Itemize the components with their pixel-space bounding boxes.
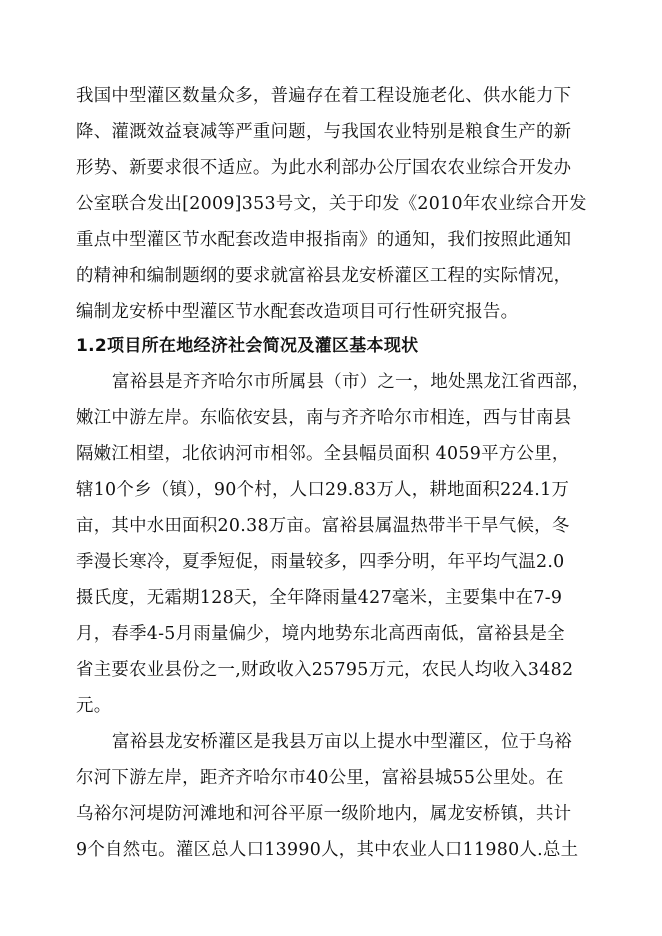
paragraph-line: 编制龙安桥中型灌区节水配套改造项目可行性研究报告。: [76, 302, 519, 322]
paragraph-line: 乌裕尔河堤防河滩地和河谷平原一级阶地内，属龙安桥镇，共计: [76, 804, 572, 824]
paragraph-line: 亩，其中水田面积20.38万亩。富裕县属温热带半干旱气候，冬: [76, 516, 570, 536]
paragraph-line: 尔河下游左岸，距齐齐哈尔市40公里，富裕县城55公里处。在: [76, 768, 564, 788]
paragraph-line: 重点中型灌区节水配套改造申报指南》的通知，我们按照此通知: [76, 230, 572, 250]
section-heading: 1.2项目所在地经济社会简况及灌区基本现状: [76, 336, 419, 356]
paragraph-line: 公室联合发出[2009]353号文，关于印发《2010年农业综合开发: [76, 194, 587, 214]
paragraph-line: 9个自然屯。灌区总人口13990人，其中农业人口11980人.总土: [76, 840, 579, 860]
paragraph-line: 摄氏度，无霜期128天，全年降雨量427毫米，主要集中在7-9: [76, 588, 563, 608]
paragraph-line: 我国中型灌区数量众多，普遍存在着工程设施老化、供水能力下: [76, 86, 572, 106]
paragraph-line: 降、灌溉效益衰减等严重问题，与我国农业特别是粮食生产的新: [76, 122, 572, 142]
paragraph-line: 辖10个乡（镇），90个村，人口29.83万人，耕地面积224.1万: [76, 480, 570, 500]
paragraph-line: 的精神和编制题纲的要求就富裕县龙安桥灌区工程的实际情况，: [76, 266, 572, 286]
paragraph-line: 隔嫩江相望，北依讷河市相邻。全县幅员面积 4059平方公里，: [76, 444, 570, 464]
paragraph-line: 富裕县龙安桥灌区是我县万亩以上提水中型灌区，位于乌裕: [112, 732, 572, 752]
paragraph-line: 元。: [76, 696, 112, 716]
paragraph-line: 嫩江中游左岸。东临依安县，南与齐齐哈尔市相连，西与甘南县: [76, 408, 572, 428]
paragraph-line: 季漫长寒冷，夏季短促，雨量较多，四季分明，年平均气温2.0: [76, 552, 565, 572]
paragraph-line: 富裕县是齐齐哈尔市所属县（市）之一，地处黑龙江省西部，: [112, 372, 590, 392]
paragraph-line: 形势、新要求很不适应。为此水利部办公厅国农农业综合开发办: [76, 158, 572, 178]
paragraph-line: 月，春季4-5月雨量偏少，境内地势东北高西南低，富裕县是全: [76, 624, 565, 644]
paragraph-line: 省主要农业县份之一,财政收入25795万元，农民人均收入3482: [76, 660, 574, 680]
